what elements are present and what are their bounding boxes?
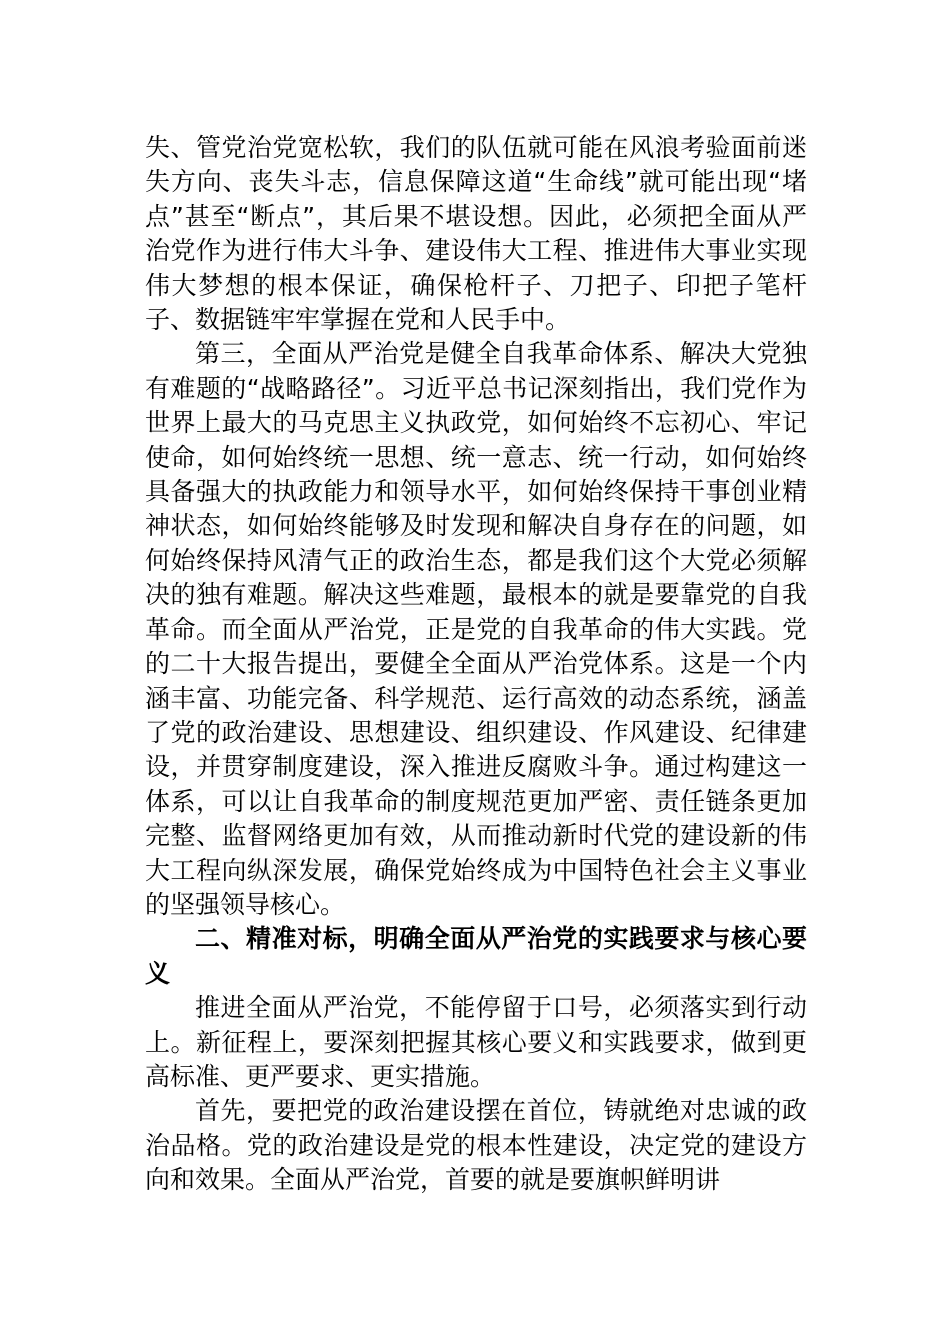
document-body <box>145 131 807 1198</box>
paragraph-continuation: 失、管党治党宽松软，我们的队伍就可能在风浪考验面前迷失方向、丧失斗志，信息保障这道“生命线”就可能出现“堵点”甚至“断点”，其后果不堪设想。因此，必须把全面从严治党作为进行伟大斗争、建设伟大工程、推进伟大事业实现伟大梦想的根本保证，确保枪杆子、刀把子、印把子笔杆子、数据链牢牢掌握在党和人民手中。 <box>145 133 807 335</box>
paragraph-first-point: 首先，要把党的政治建设摆在首位，铸就绝对忠诚的政治品格。党的政治建设是党的根本性建设，决定党的建设方向和效果。全面从严治党，首要的就是要旗帜鲜明讲 <box>145 1096 807 1195</box>
paragraph-third-point: 第三，全面从严治党是健全自我革命体系、解决大党独有难题的“战略路径”。习近平总书记深刻指出，我们党作为世界上最大的马克思主义执政党，如何始终不忘初心、牢记使命，如何始终统一思想、统一意志、统一行动，如何始终具备强大的执政能力和领导水平，如何始终保持干事创业精神状态，如何始终能够及时发现和解决自身存在的问题，如何始终保持风清气正的政治生态，都是我们这个大党必须解决的独有难题。解决这些难题，最根本的就是要靠党的自我革命。而全面从严治党，正是党的自我革命的伟大实践。党的二十大报告提出，要健全全面从严治党体系。这是一个内涵丰富、功能完备、科学规范、运行高效的动态系统，涵盖了党的政治建设、思想建设、组织建设、作风建设、纪律建设，并贯穿制度建设，深入推进反腐败斗争。通过构建这一体系，可以让自我革命的制度规范更加严密、责任链条更加完整、监督网络更加有效，从而推动新时代党的建设新的伟大工程向纵深发展，确保党始终成为中国特色社会主义事业的坚强领导核心。 <box>145 339 807 919</box>
section-heading-two: 二、精准对标，明确全面从严治党的实践要求与核心要义 <box>145 924 807 988</box>
paragraph-intro: 推进全面从严治党，不能停留于口号，必须落实到行动上。新征程上，要深刻把握其核心要义和实践要求，做到更高标准、更严要求、更实措施。 <box>145 993 807 1091</box>
